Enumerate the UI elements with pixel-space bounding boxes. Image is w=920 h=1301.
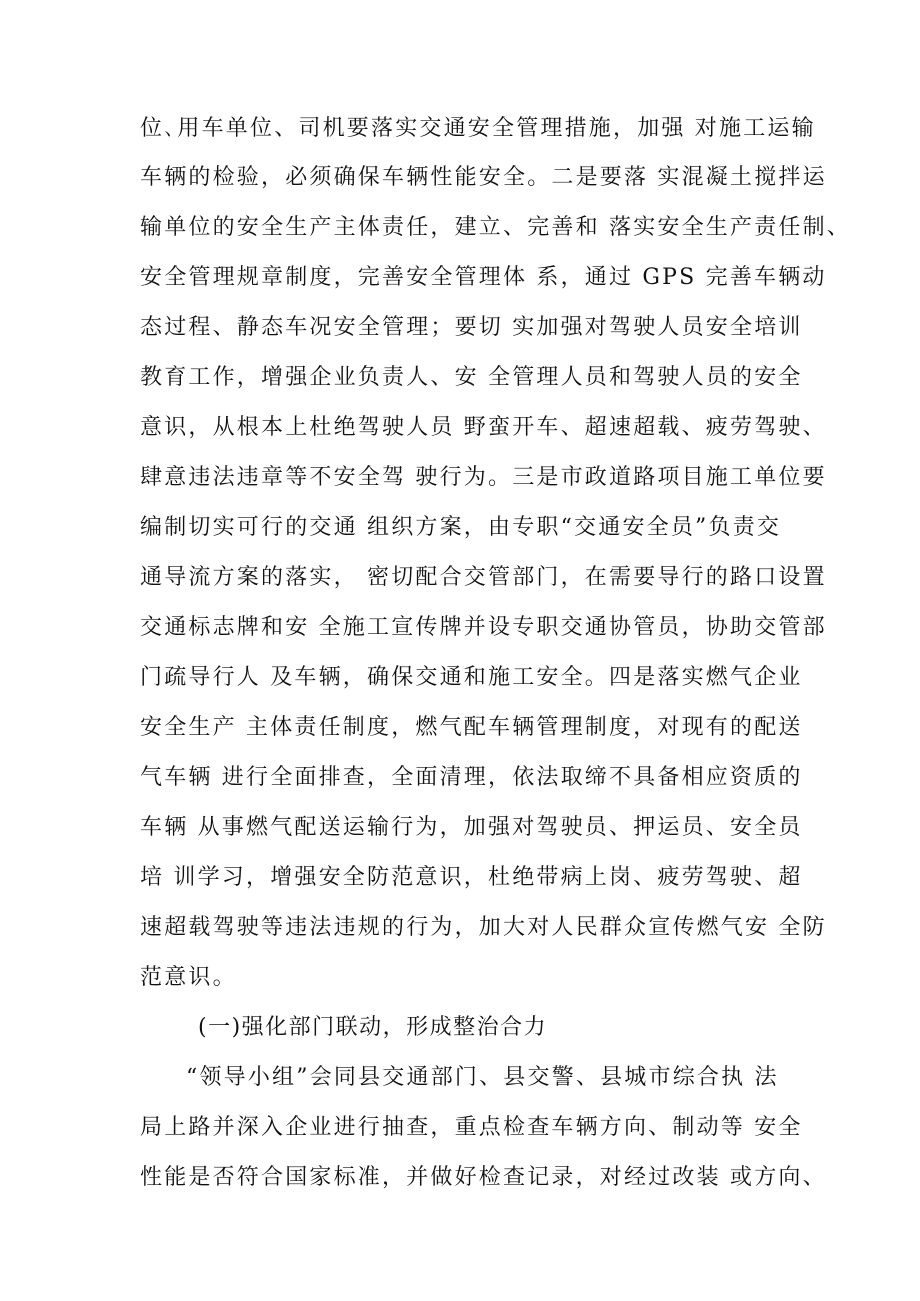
body-line: 车辆 从事燃气配送运输行为，加强对驾驶员、押运员、安全员: [140, 815, 803, 840]
body-line: 通导流方案的落实， 密切配合交管部门，在需要导行的路口设置: [140, 565, 827, 590]
body-line: 教育工作，增强企业负责人、安 全管理人员和驾驶人员的安全: [140, 365, 803, 390]
body-line: 编制切实可行的交通 组织方案，由专职“交通安全员”负责交: [140, 515, 782, 540]
body-line: 安全管理规章制度，完善安全管理体 系，通过 GPS 完善车辆动: [140, 265, 827, 290]
body-line: 门疏导行人 及车辆，确保交通和施工安全。四是落实燃气企业: [140, 665, 803, 690]
body-line: 意识，从根本上杜绝驾驶人员 野蛮开车、超速超载、疲劳驾驶、: [140, 415, 827, 440]
body-line: 局上路并深入企业进行抽查，重点检查车辆方向、制动等 安全: [140, 1115, 803, 1140]
body-line: 速超载驾驶等违法违规的行为，加大对人民群众宣传燃气安 全防: [140, 915, 827, 940]
body-line: 车辆的检验，必须确保车辆性能安全。二是要落 实混凝土搅拌运: [140, 165, 827, 190]
body-line: 范意识。: [140, 965, 237, 990]
body-line: 位､用车单位、司机要落实交通安全管理措施，加强 对施工运输: [140, 116, 816, 141]
section-heading: (一)强化部门联动，形成整治合力: [198, 1015, 548, 1040]
body-line: 培 训学习，增强安全防范意识，杜绝带病上岗、疲劳驾驶、超: [140, 865, 803, 890]
body-line: 输单位的安全生产主体责任，建立、完善和 落实安全生产责任制、: [140, 215, 851, 240]
body-line: 安全生产 主体责任制度，燃气配车辆管理制度，对现有的配送: [140, 715, 803, 740]
body-line: 性能是否符合国家标准，并做好检查记录，对经过改装 或方向、: [140, 1165, 827, 1190]
body-line: 气车辆 进行全面排查，全面清理，依法取缔不具备相应资质的: [140, 765, 803, 790]
body-line: 交通标志牌和安 全施工宣传牌并设专职交通协管员，协助交管部: [140, 615, 827, 640]
body-line: 态过程、静态车况安全管理；要切 实加强对驾驶人员安全培训: [140, 315, 803, 340]
body-line: “领导小组”会同县交通部门、县交警、县城市综合执 法: [186, 1065, 779, 1090]
body-line: 肆意违法违章等不安全驾 驶行为。三是市政道路项目施工单位要: [140, 465, 827, 490]
